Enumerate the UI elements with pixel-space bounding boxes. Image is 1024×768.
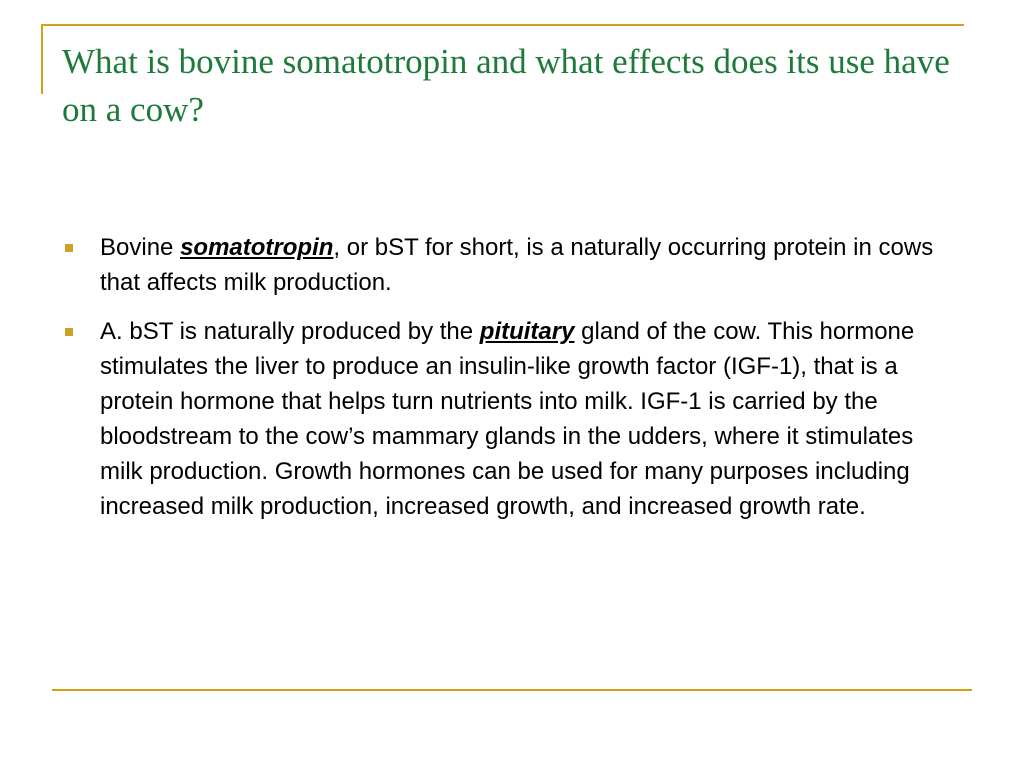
bullet-item bbox=[62, 314, 962, 524]
key-term-somatotropin: somatotropin bbox=[180, 234, 334, 261]
bullet-text-before: Bovine bbox=[100, 234, 181, 261]
bullet-text-after: gland of the cow. This hormone stimulates the liver to produce an insulin-like growth factor (IGF-1), that is a protein hormone that helps turn nutrients into milk. IGF-1 is carried by the bloodstream to the cow’s mammary glands in the udders, where it stimulates milk production. Growth hormones can be used for many purposes including increased milk production, increased growth, and increased growth rate. bbox=[100, 318, 915, 520]
square-bullet-icon bbox=[65, 244, 73, 252]
key-term-pituitary: pituitary bbox=[479, 318, 575, 345]
slide-title: What is bovine somatotropin and what effects does its use have on a cow? bbox=[62, 42, 950, 129]
bullet-text-after: , or bST for short, is a naturally occurring protein in cows that affects milk production. bbox=[100, 234, 934, 296]
bullet-item bbox=[62, 230, 962, 300]
square-bullet-icon bbox=[65, 328, 73, 336]
top-accent-line bbox=[42, 24, 964, 26]
bullet-text-before: A. bST is naturally produced by the bbox=[100, 318, 480, 345]
bullet-list bbox=[62, 230, 962, 538]
bottom-accent-line bbox=[52, 689, 972, 691]
left-accent-line bbox=[41, 24, 43, 94]
